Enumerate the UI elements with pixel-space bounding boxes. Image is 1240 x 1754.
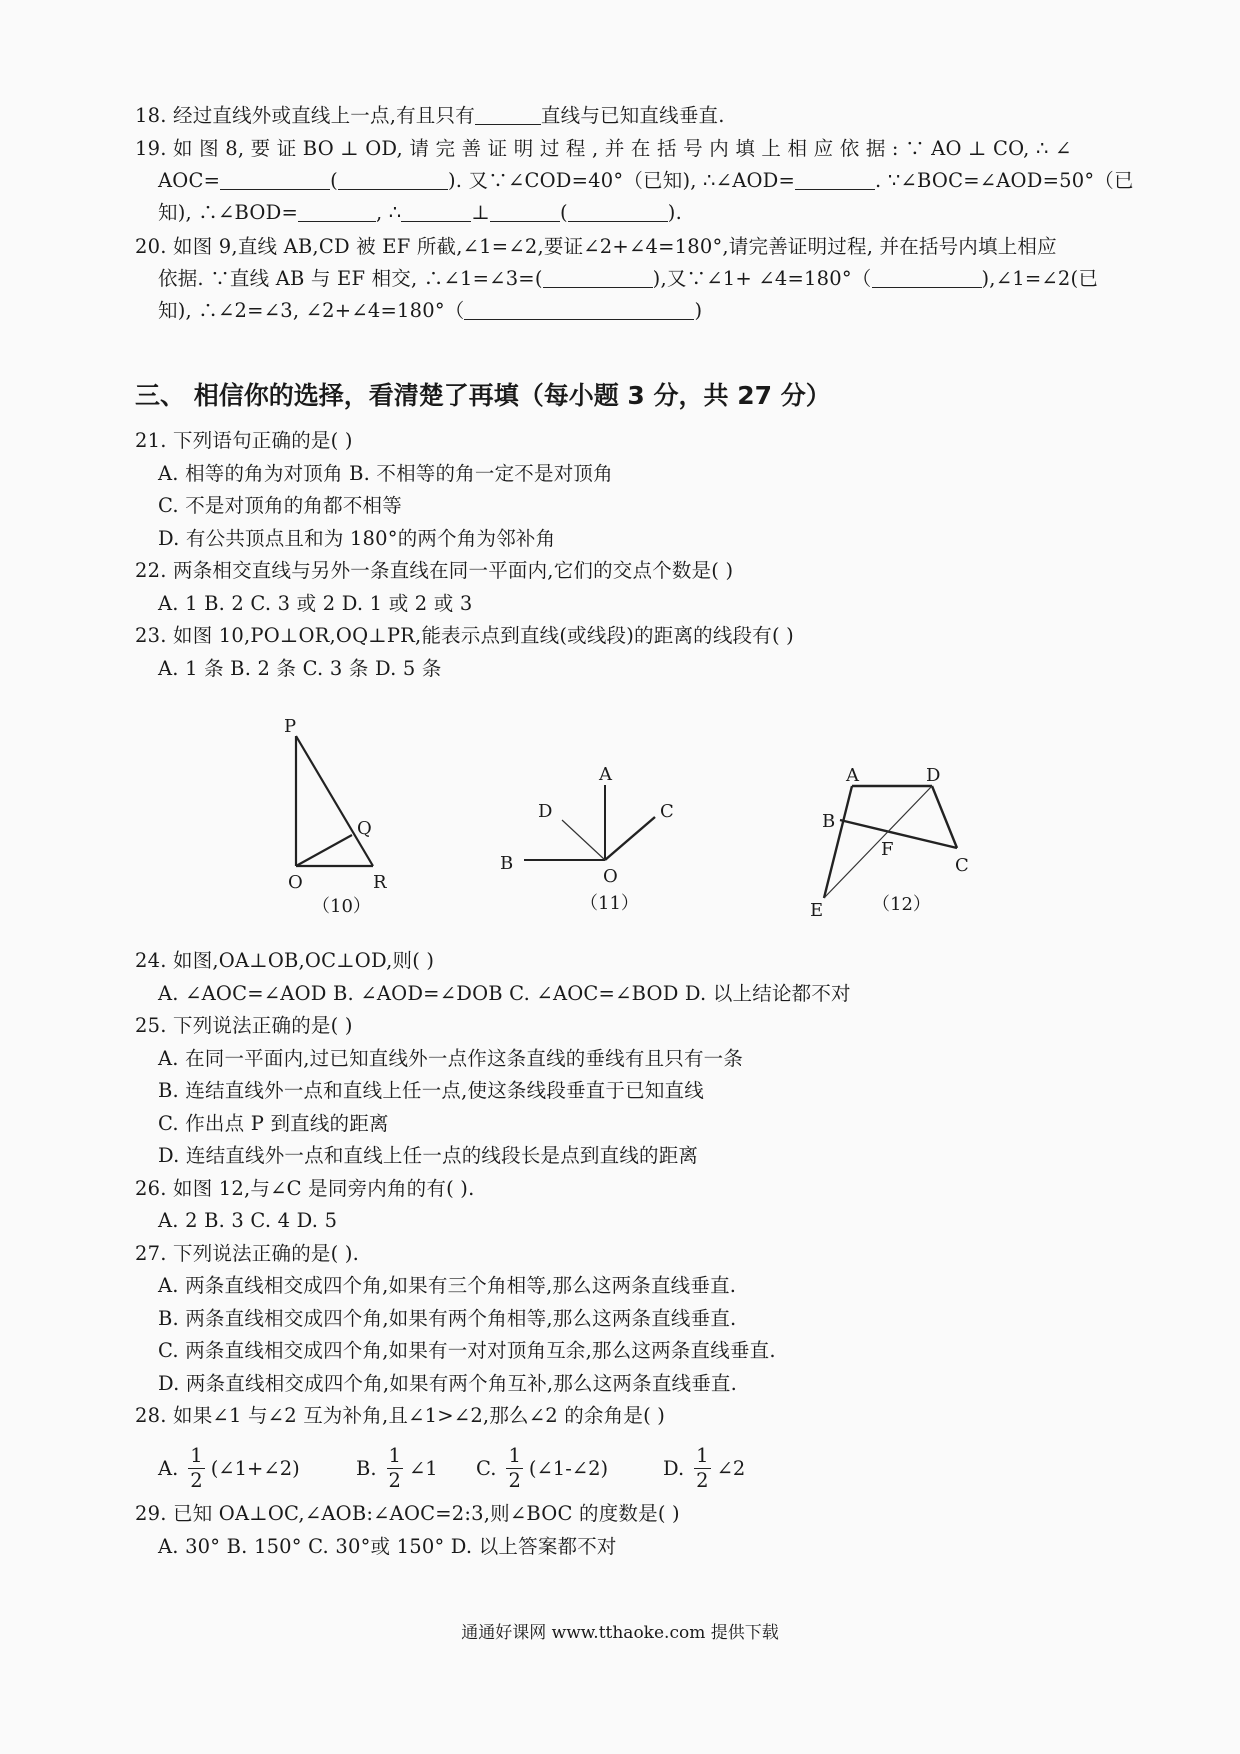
q25-option-a[interactable]: A. 在同一平面内,过已知直线外一点作这条直线的垂线有且只有一条 <box>158 1047 744 1070</box>
q19-blank-1[interactable] <box>220 171 330 190</box>
q28-stem: 28. 如果∠1 与∠2 互为补角,且∠1>∠2,那么∠2 的余角是( ) <box>135 1404 666 1427</box>
q28-a-tail: (∠1+∠2) <box>210 1456 300 1480</box>
figure-10 <box>270 710 410 925</box>
q19-line1: 19. 如 图 8, 要 证 BO ⊥ OD, 请 完 善 证 明 过 程 , 并 在 括 号 内 填 上 相 应 依 据 : ∵ AO ⊥ CO, ∴ ∠ <box>135 137 1072 160</box>
q19-l3a: 知), ∴∠BOD= <box>158 201 298 224</box>
q22-options[interactable]: A. 1 B. 2 C. 3 或 2 D. 1 或 2 或 3 <box>158 592 473 615</box>
q19-blank-7[interactable] <box>568 203 668 222</box>
q19-line2 <box>158 167 1134 195</box>
q25-option-b[interactable]: B. 连结直线外一点和直线上任一点,使这条线段垂直于已知直线 <box>158 1079 704 1102</box>
q28-b-numerator: 1 <box>388 1443 401 1467</box>
section-3-title: 三、 相信你的选择，看清楚了再填（每小题 3 分，共 27 分） <box>135 381 831 410</box>
q18-text-b: 直线与已知直线垂直. <box>540 104 725 127</box>
q28-c-denominator: 2 <box>508 1468 521 1492</box>
q28-a-fraction <box>188 1444 204 1493</box>
q27-option-a[interactable]: A. 两条直线相交成四个角,如果有三个角相等,那么这两条直线垂直. <box>158 1274 737 1297</box>
fig12-label-B: B <box>822 811 836 832</box>
q28-d-numerator: 1 <box>696 1443 709 1467</box>
q25-option-d[interactable]: D. 连结直线外一点和直线上任一点的线段长是点到直线的距离 <box>158 1144 699 1167</box>
q25-stem: 25. 下列说法正确的是( ) <box>135 1014 353 1037</box>
fig11-label-B: B <box>500 853 514 874</box>
q28-option-b[interactable] <box>356 1438 438 1498</box>
q20-l3a: 知), ∴∠2=∠3, ∠2+∠4=180°（ <box>158 299 465 322</box>
q21-stem: 21. 下列语句正确的是( ) <box>135 429 353 452</box>
q20-l2b: ),又∵∠1+ ∠4=180°（ <box>652 267 872 290</box>
fig12-caption: （12） <box>872 894 931 915</box>
q19-blank-2[interactable] <box>338 171 448 190</box>
q28-c-tail: (∠1-∠2) <box>528 1456 609 1480</box>
fig12-label-E: E <box>810 900 824 921</box>
fig12-label-A: A <box>846 765 859 786</box>
q19-l3b: , ∴ <box>376 201 402 224</box>
q20-line3 <box>158 297 702 325</box>
q28-b-fraction <box>387 1444 403 1493</box>
q28-c-numerator: 1 <box>508 1443 521 1467</box>
q19-blank-5[interactable] <box>401 203 471 222</box>
q21-options-ab[interactable]: A. 相等的角为对顶角 B. 不相等的角一定不是对顶角 <box>158 462 613 485</box>
fig10-label-Q: Q <box>357 818 372 839</box>
q24-stem: 24. 如图,OA⊥OB,OC⊥OD,则( ) <box>135 949 435 972</box>
q25-option-c[interactable]: C. 作出点 P 到直线的距离 <box>158 1112 389 1135</box>
q28-option-a[interactable] <box>158 1438 300 1498</box>
q18-text-a: 18. 经过直线外或直线上一点,有且只有 <box>135 104 475 127</box>
q19-line3 <box>158 199 682 227</box>
q28-b-tail: ∠1 <box>408 1456 438 1480</box>
fig11-caption: （11） <box>580 893 639 914</box>
fig10-label-O: O <box>288 872 303 893</box>
q20-blank-2[interactable] <box>872 269 982 288</box>
q26-stem: 26. 如图 12,与∠C 是同旁内角的有( ). <box>135 1177 475 1200</box>
q26-options[interactable]: A. 2 B. 3 C. 4 D. 5 <box>158 1209 338 1232</box>
q28-option-d[interactable] <box>663 1438 745 1498</box>
fig12-segment-DC <box>932 786 957 848</box>
q27-stem: 27. 下列说法正确的是( ). <box>135 1242 360 1265</box>
q23-options[interactable]: A. 1 条 B. 2 条 C. 3 条 D. 5 条 <box>158 657 442 680</box>
q24-options[interactable]: A. ∠AOC=∠AOD B. ∠AOD=∠DOB C. ∠AOC=∠BOD D. 以上结论都不对 <box>158 982 851 1005</box>
fig10-label-R: R <box>373 872 387 893</box>
q28-a-denominator: 2 <box>190 1468 203 1492</box>
q19-l2a: AOC= <box>158 169 221 192</box>
fig12-label-D: D <box>926 765 941 786</box>
q20-l2a: 依据. ∵直线 AB 与 EF 相交, ∴∠1=∠3=( <box>158 267 543 290</box>
q23-stem: 23. 如图 10,PO⊥OR,OQ⊥PR,能表示点到直线(或线段)的距离的线段有( ) <box>135 624 794 647</box>
q18-blank[interactable] <box>475 106 541 125</box>
q28-d-label: D. <box>663 1456 685 1480</box>
q28-d-denominator: 2 <box>696 1468 709 1492</box>
q20-blank-3[interactable] <box>464 301 694 320</box>
q20-l2c: ),∠1=∠2(已 <box>981 267 1099 290</box>
q20-blank-1[interactable] <box>543 269 653 288</box>
q28-a-label: A. <box>158 1456 179 1480</box>
q27-option-d[interactable]: D. 两条直线相交成四个角,如果有两个角互补,那么这两条直线垂直. <box>158 1372 738 1395</box>
fig10-label-P: P <box>284 716 297 737</box>
q19-l3c: ⊥ <box>471 201 490 224</box>
fig11-label-A: A <box>599 764 612 785</box>
q28-d-tail: ∠2 <box>716 1456 746 1480</box>
fig10-caption: （10） <box>312 896 371 917</box>
q20-line2 <box>158 265 1098 293</box>
q20-l3b: ) <box>694 299 703 322</box>
q28-a-numerator: 1 <box>190 1443 203 1467</box>
page-footer: 通通好课网 www.tthaoke.com 提供下载 <box>461 1623 779 1643</box>
q19-blank-6[interactable] <box>490 203 560 222</box>
figure-11 <box>490 765 690 925</box>
fig12-label-C: C <box>955 855 969 876</box>
fig11-label-O: O <box>603 866 618 887</box>
q28-c-label: C. <box>476 1456 497 1480</box>
figure-12 <box>800 755 990 930</box>
fig12-segment-AE <box>824 786 852 898</box>
q18-line <box>135 102 725 130</box>
q27-option-c[interactable]: C. 两条直线相交成四个角,如果有一对对顶角互余,那么这两条直线垂直. <box>158 1339 776 1362</box>
q21-option-d[interactable]: D. 有公共顶点且和为 180°的两个角为邻补角 <box>158 527 556 550</box>
q27-option-b[interactable]: B. 两条直线相交成四个角,如果有两个角相等,那么这两条直线垂直. <box>158 1307 737 1330</box>
q28-d-fraction <box>694 1444 710 1493</box>
fig12-segment-BC <box>840 820 957 848</box>
q19-l2b: ( <box>330 169 338 192</box>
q21-option-c[interactable]: C. 不是对顶角的角都不相等 <box>158 494 402 517</box>
fig11-ray-OD <box>562 820 605 860</box>
fig10-segment-OQ <box>296 835 352 866</box>
q19-l3e: ). <box>667 201 682 224</box>
fig12-label-F: F <box>881 839 894 860</box>
q29-options[interactable]: A. 30° B. 150° C. 30°或 150° D. 以上答案都不对 <box>158 1535 617 1558</box>
q28-option-c[interactable] <box>476 1438 608 1498</box>
q22-stem: 22. 两条相交直线与另外一条直线在同一平面内,它们的交点个数是( ) <box>135 559 734 582</box>
q19-blank-3[interactable] <box>795 171 875 190</box>
q19-l2d: . ∵∠BOC=∠AOD=50°（已 <box>875 169 1134 192</box>
q19-l2c: ). 又∵∠COD=40°（已知), ∴∠AOD= <box>447 169 796 192</box>
q28-b-label: B. <box>356 1456 377 1480</box>
q19-l3d: ( <box>559 201 568 224</box>
fig11-label-C: C <box>660 801 674 822</box>
q28-c-fraction <box>506 1444 522 1493</box>
fig12-segment-ED <box>824 786 932 898</box>
fig10-segment-PR <box>296 736 373 866</box>
q19-blank-4[interactable] <box>298 203 376 222</box>
q29-stem: 29. 已知 OA⊥OC,∠AOB:∠AOC=2:3,则∠BOC 的度数是( ) <box>135 1502 680 1525</box>
q28-b-denominator: 2 <box>388 1468 401 1492</box>
q20-line1: 20. 如图 9,直线 AB,CD 被 EF 所截,∠1=∠2,要证∠2+∠4=180°,请完善证明过程, 并在括号内填上相应 <box>135 235 1057 258</box>
fig11-ray-OC <box>605 817 655 860</box>
fig11-label-D: D <box>538 801 553 822</box>
